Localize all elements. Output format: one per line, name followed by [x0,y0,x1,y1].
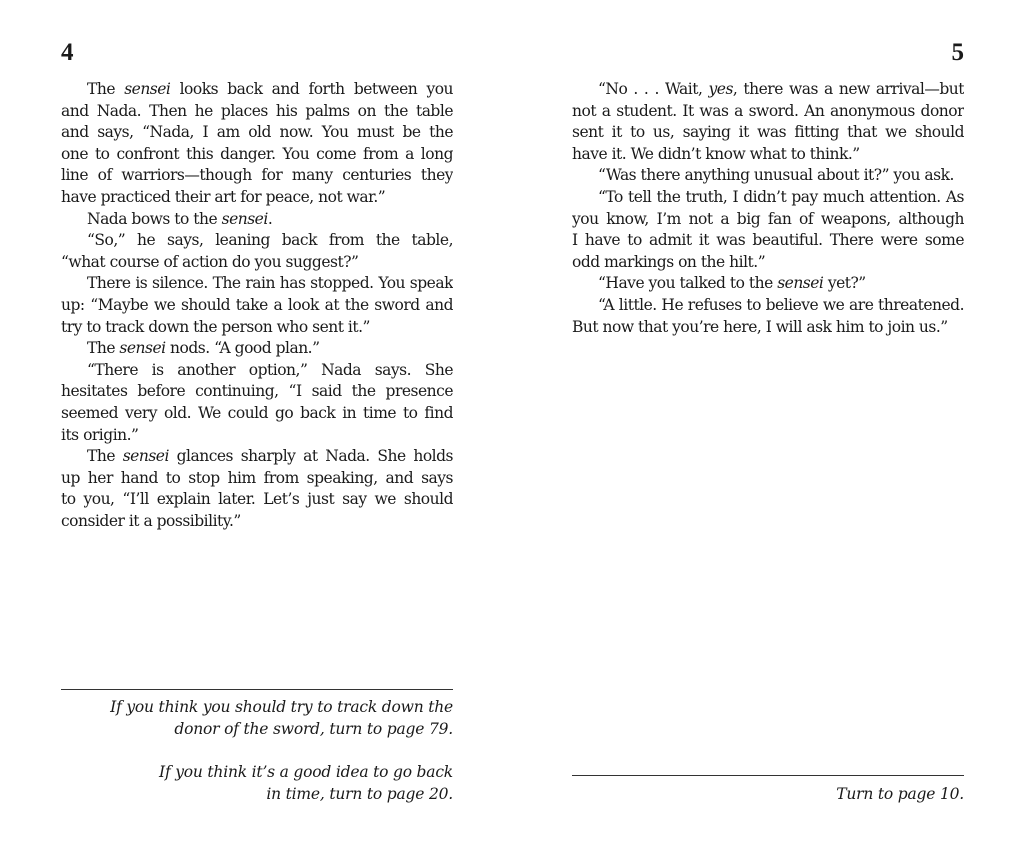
text-segment: “A little. He refuses to believe we are threatened. [598,295,964,314]
text-segment: yet?” [823,274,866,293]
body-text [572,79,964,338]
text-segment: I have to admit it was beautiful. There were some [572,231,964,250]
italic-word: sensei [221,209,268,228]
text-line [572,165,964,187]
text-segment: have it. We didn’t know what to think.” [572,144,860,163]
text-segment: seemed very old. We could go back in time to find [61,403,453,422]
text-segment: “Was there anything unusual about it?” you ask. [598,166,954,185]
body-text [61,79,453,532]
text-segment: and says, “Nada, I am old now. You must be the [61,123,453,142]
text-segment: , there was a new arrival—but [732,80,964,98]
text-segment: you know, I’m not a big fan of weapons, although [572,209,964,228]
text-line [61,209,453,231]
text-line [61,489,453,511]
text-line [572,144,964,166]
text-line [61,187,453,209]
text-segment: Nada bows to the [87,209,222,228]
text-segment: “So,” he says, leaning back from the table, [87,231,453,250]
text-line [61,317,453,339]
italic-word: sensei [777,274,824,293]
choice-line: If you think it’s a good idea to go back [159,763,453,781]
text-segment: consider it a possibility.” [61,511,241,530]
text-line [61,165,453,187]
text-line [61,511,453,533]
text-line [61,295,453,317]
text-line [61,79,453,101]
text-segment: sent it to us, saying it was fitting that we should [572,123,964,142]
text-segment: The [87,80,125,98]
text-line [61,446,453,468]
text-line [61,425,453,447]
text-segment: have practiced their art for peace, not war.” [61,187,386,206]
page-number: 5 [951,39,964,66]
text-line [572,101,964,123]
left-page [61,0,453,841]
italic-word: yes [708,80,733,98]
text-line [61,360,453,382]
text-segment: not a student. It was a sword. An anonymous donor [572,101,964,120]
text-segment: “There is another option,” Nada says. She [87,360,453,379]
choice-track-donor [61,697,453,741]
text-segment: up: “Maybe we should take a look at the sword and [61,295,453,314]
text-line [572,317,964,339]
text-line [572,187,964,209]
text-segment: and Nada. Then he places his palms on the table [61,101,453,120]
text-line [61,273,453,295]
text-segment: “Have you talked to the [598,274,778,293]
choice-divider [61,689,453,690]
text-segment: nods. “A good plan.” [165,339,320,358]
text-segment: to you, “I’ll explain later. Let’s just say we should [61,490,453,509]
text-line [572,273,964,295]
text-line [572,122,964,144]
text-segment: “No . . . Wait, [598,80,709,98]
text-segment: The [87,447,123,466]
text-line [61,144,453,166]
choice-divider [572,775,964,776]
text-line [61,381,453,403]
text-segment: one to confront this danger. You come from a long [61,144,453,163]
italic-word: sensei [122,447,169,466]
text-line [61,252,453,274]
text-segment: up her hand to stop him from speaking, and says [61,468,453,487]
text-segment: There is silence. The rain has stopped. You speak [87,274,453,293]
text-segment: looks back and forth between you [170,80,453,98]
text-segment: its origin.” [61,425,139,444]
text-segment: “To tell the truth, I didn’t pay much attention. As [598,187,964,206]
italic-word: sensei [124,80,171,98]
right-page [572,0,964,841]
text-line [61,468,453,490]
text-segment: The [87,339,120,358]
text-segment: odd markings on the hilt.” [572,252,766,271]
choice-line: If you think you should try to track down the [110,698,453,716]
choice-line: donor of the sword, turn to page 79. [174,719,453,738]
text-segment: line of warriors—though for many centuries they [61,166,453,185]
text-segment: “what course of action do you suggest?” [61,252,359,271]
text-line [61,101,453,123]
text-line [61,403,453,425]
text-line [61,338,453,360]
text-line [61,230,453,252]
text-line [572,209,964,231]
choice-turn-to-page [572,784,964,806]
text-line [572,252,964,274]
italic-word: sensei [119,339,166,358]
choice-line: in time, turn to page 20. [266,784,453,803]
text-line [572,79,964,101]
page-number: 4 [61,39,74,66]
text-segment: hesitates before continuing, “I said the presence [61,382,453,401]
text-segment: But now that you’re here, I will ask him to join us.” [572,317,948,336]
choice-go-back-in-time [61,762,453,806]
text-line [61,122,453,144]
text-line [572,295,964,317]
text-segment: glances sharply at Nada. She holds [168,447,453,466]
choice-line: Turn to page 10. [836,785,964,803]
text-line [572,230,964,252]
text-segment: . [267,209,273,228]
text-segment: try to track down the person who sent it.” [61,317,370,336]
